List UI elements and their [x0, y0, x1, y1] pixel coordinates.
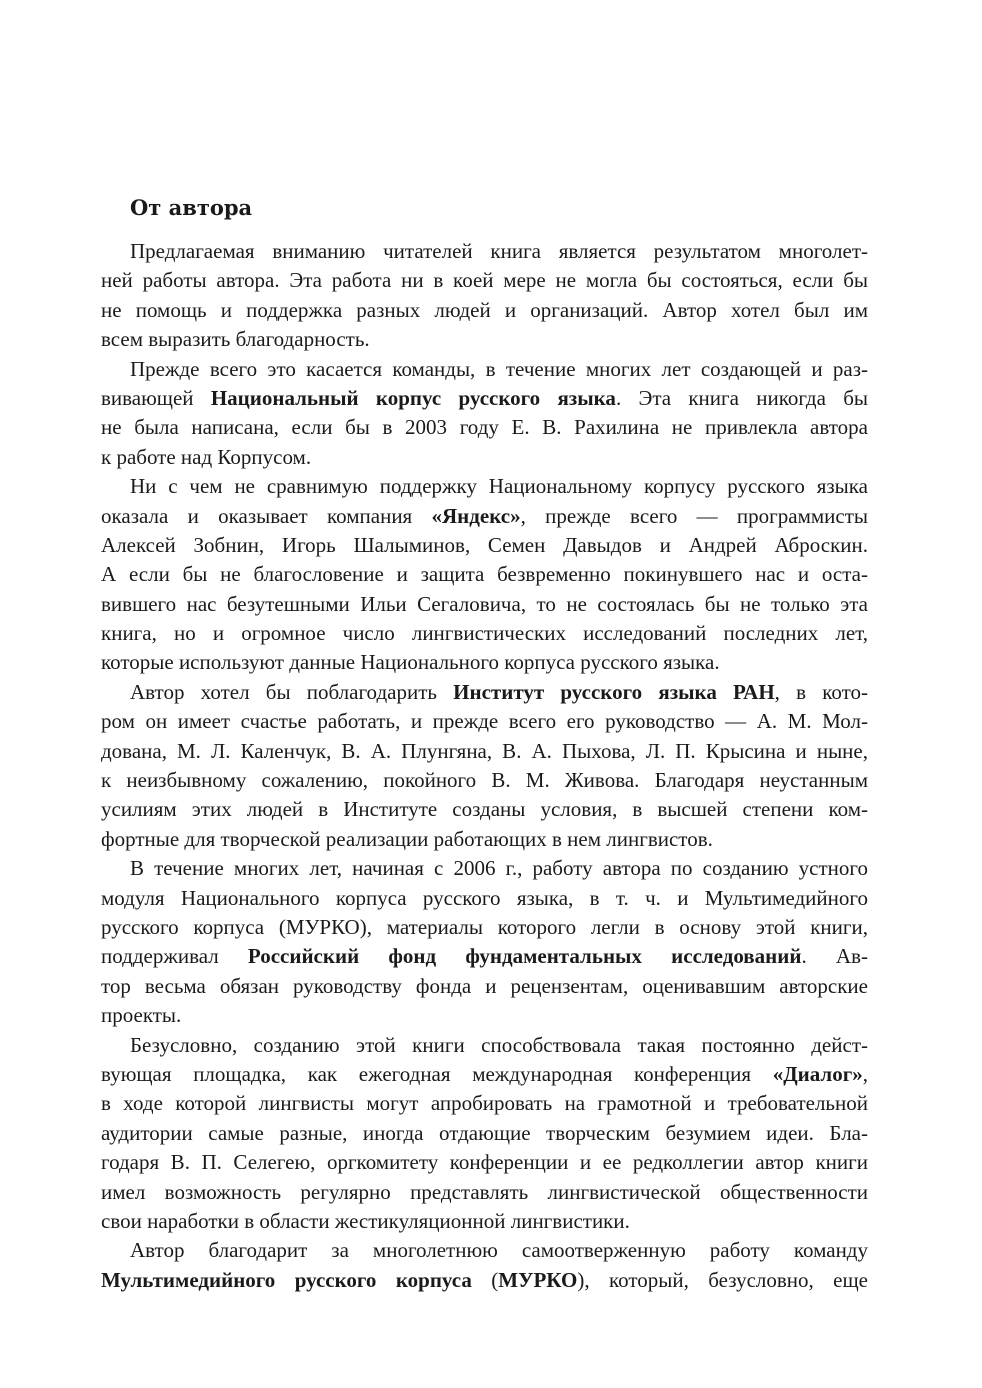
bold-term: «Диалог»: [772, 1061, 863, 1086]
text-line: тор весьма обязан руководству фонда и рецензентам, оценивавшим авторские: [101, 973, 868, 998]
text-run: ), который, безусловно, еще: [577, 1267, 868, 1292]
text-line: не помощь и поддержка разных людей и организаций. Автор хотел был им: [101, 297, 868, 322]
bold-term: Российский фонд фундаментальных исследований: [247, 944, 802, 969]
text-line: [101, 384, 868, 413]
bold-term: «Яндекс»: [431, 503, 521, 528]
text-line: вившего нас безутешными Ильи Сегаловича, то не состоялась бы не только эта: [101, 591, 868, 616]
text-line: [101, 678, 868, 707]
paragraph: [101, 854, 868, 1030]
text-run: поддерживал: [101, 944, 248, 969]
body-text: [101, 237, 868, 1295]
text-line: всем выразить благодарность.: [101, 327, 370, 352]
bold-term: МУРКО: [498, 1267, 578, 1292]
text-run: вивающей: [101, 385, 211, 410]
text-run: , прежде всего — программисты: [520, 503, 868, 528]
bold-term: Институт русского языка РАН: [453, 679, 775, 704]
text-line: А если бы не благословение и защита безвременно покинувшего нас и оста-: [101, 562, 868, 587]
text-line: к неизбывному сожалению, покойного В. М. Живова. Благодаря неустанным: [101, 768, 868, 793]
text-line: имел возможность регулярно представлять лингвистической общественности: [101, 1179, 868, 1204]
text-line: аудитории самые разные, иногда отдающие творческим безумием идеи. Бла-: [101, 1120, 868, 1145]
text-line: В течение многих лет, начиная с 2006 г., работу автора по созданию устного: [130, 856, 868, 881]
text-run: оказала и оказывает компания: [101, 503, 432, 528]
text-line: Автор благодарит за многолетнюю самоотверженную работу команду: [130, 1238, 868, 1263]
paragraph: [101, 472, 868, 678]
text-line: Алексей Зобнин, Игорь Шалыминов, Семен Давыдов и Андрей Аброскин.: [101, 532, 868, 557]
text-line: [101, 1266, 868, 1295]
text-line: не была написана, если бы в 2003 году Е. В. Рахилина не привлекла автора: [101, 415, 868, 440]
text-run: вующая площадка, как ежегодная международная конференция: [101, 1061, 773, 1086]
text-line: в ходе которой лингвисты могут апробировать на грамотной и требовательной: [101, 1091, 868, 1116]
text-run: . Эта книга никогда бы: [615, 385, 868, 410]
text-line: ром он имеет счастье работать, и прежде всего его руководство — А. М. Мол-: [101, 709, 868, 734]
text-line: [101, 502, 868, 531]
text-run: (: [471, 1267, 499, 1292]
text-line: дована, М. Л. Каленчук, В. А. Плунгяна, В. А. Пыхова, Л. П. Крысина и ныне,: [101, 738, 868, 763]
text-line: годаря В. П. Селегею, оргкомитету конференции и ее редколлегии автор книги: [101, 1150, 868, 1175]
paragraph: [101, 1031, 868, 1237]
paragraph: [101, 355, 868, 473]
text-line: усилиям этих людей в Институте созданы условия, в высшей степени ком-: [101, 797, 868, 822]
paragraph: [101, 237, 868, 355]
text-line: которые используют данные Национального корпуса русского языка.: [101, 650, 720, 675]
paragraph: [101, 678, 868, 854]
bold-term: Мультимедийного русского корпуса: [101, 1267, 472, 1292]
text-run: . Ав-: [801, 944, 868, 969]
text-line: русского корпуса (МУРКО), материалы которого легли в основу этой книги,: [101, 914, 868, 939]
text-line: Ни с чем не сравнимую поддержку Национальному корпусу русского языка: [130, 474, 868, 499]
text-run: ,: [862, 1061, 868, 1086]
text-line: к работе над Корпусом.: [101, 444, 312, 469]
text-line: проекты.: [101, 1003, 182, 1028]
text-line: ней работы автора. Эта работа ни в коей мере не могла бы состояться, если бы: [101, 268, 868, 293]
text-line: [101, 942, 868, 971]
text-line: Прежде всего это касается команды, в течение многих лет создающей и раз-: [130, 356, 868, 381]
text-run: Автор хотел бы поблагодарить: [130, 679, 454, 704]
text-line: фортные для творческой реализации работающих в нем лингвистов.: [101, 826, 713, 851]
section-heading: От автора: [130, 195, 253, 220]
text-line: Предлагаемая вниманию читателей книга является результатом многолет-: [130, 239, 868, 263]
text-line: модуля Национального корпуса русского языка, в т. ч. и Мультимедийного: [101, 885, 868, 910]
paragraph: [101, 1236, 868, 1295]
bold-term: Национальный корпус русского языка: [210, 385, 616, 410]
text-line: Безусловно, созданию этой книги способствовала такая постоянно дейст-: [130, 1032, 868, 1057]
text-run: , в кото-: [774, 679, 869, 704]
text-line: свои наработки в области жестикуляционной лингвистики.: [101, 1208, 630, 1233]
text-line: книга, но и огромное число лингвистических исследований последних лет,: [101, 621, 868, 646]
text-line: [101, 1060, 868, 1089]
